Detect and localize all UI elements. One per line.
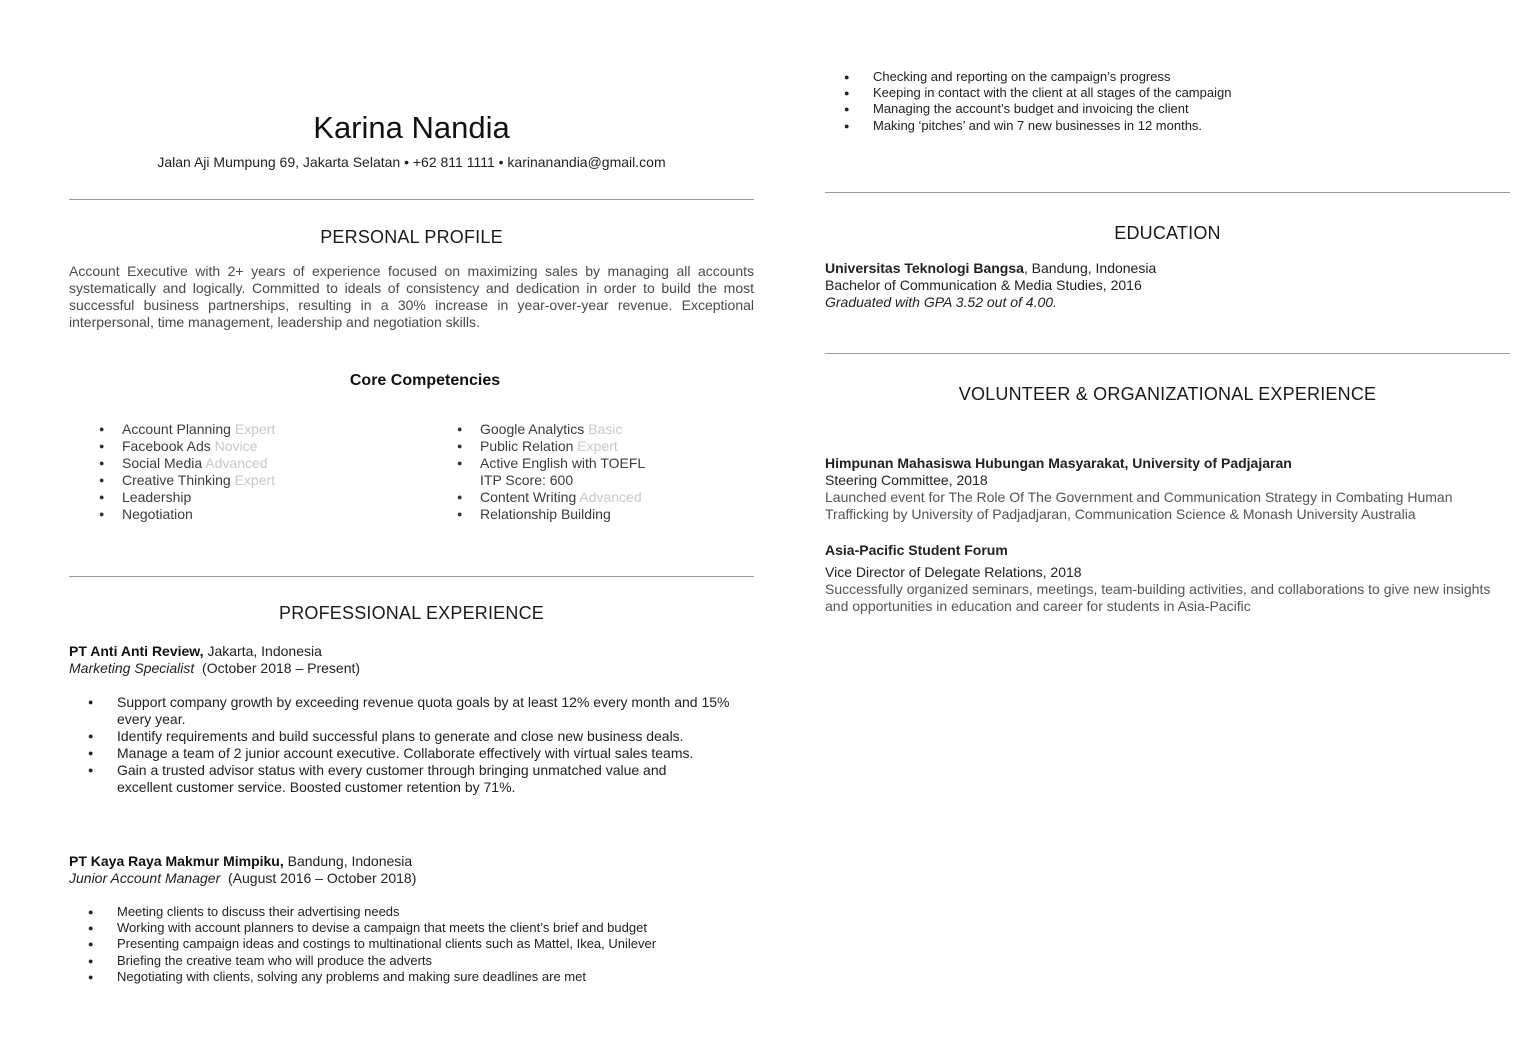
competency-item: ● Negotiation (99, 506, 275, 523)
divider (69, 576, 754, 577)
candidate-name: Karina Nandia (313, 110, 510, 145)
bullet-item: ● Identify requirements and build successful plans to generate and close new business deals. (69, 728, 754, 745)
section-title-profile: PERSONAL PROFILE (320, 227, 503, 247)
competency-item: ● Social Media Advanced (99, 455, 275, 472)
skill-level: Expert (577, 438, 618, 454)
school-name: Universitas Teknologi Bangsa (825, 260, 1024, 276)
competency-item: ● Public Relation Expert (457, 438, 657, 455)
company-name: PT Kaya Raya Makmur Mimpiku, (69, 853, 284, 869)
competency-item: ● Account Planning Expert (99, 421, 275, 438)
divider (69, 199, 754, 200)
job-role: Junior Account Manager (69, 870, 221, 886)
bullet-item: ● Making ‘pitches’ and win 7 new businesses in 12 months. (825, 118, 1510, 134)
section-title-volunteer: VOLUNTEER & ORGANIZATIONAL EXPERIENCE (958, 384, 1377, 404)
job-bullets-continued (825, 69, 1510, 134)
bullet-item: ● Gain a trusted advisor status with every customer through bringing unmatched value and excellent customer service. Boosted customer retention by 71%. (69, 762, 754, 796)
job-bullets (69, 694, 754, 796)
bullet-item: ● Manage a team of 2 junior account executive. Collaborate effectively with virtual sales teams. (69, 745, 754, 762)
job-header (69, 853, 416, 887)
competency-item: ● Relationship Building (457, 506, 657, 523)
divider (825, 353, 1510, 354)
company-location: Jakarta, Indonesia (203, 643, 322, 659)
competencies-list-left (99, 421, 275, 523)
skill-level: Basic (588, 421, 623, 437)
job-period: (August 2016 – October 2018) (220, 870, 417, 886)
bullet-item: ● Meeting clients to discuss their advertising needs (69, 904, 754, 920)
bullet-item: ● Briefing the creative team who will produce the adverts (69, 953, 754, 969)
competencies-list-right (457, 421, 657, 523)
skill-level: Novice (214, 438, 258, 454)
section-title-experience: PROFESSIONAL EXPERIENCE (278, 603, 544, 623)
bullet-item: ● Presenting campaign ideas and costings to multinational clients such as Mattel, Ikea, Unilever (69, 936, 754, 952)
org-role: Vice Director of Delegate Relations, 2018 (825, 564, 1082, 580)
contact-info: Jalan Aji Mumpung 69, Jakarta Selatan • +62 811 1111 • karinanandia@gmail.com (157, 154, 666, 170)
org-description: Launched event for The Role Of The Government and Communication Strategy in Combating Human Trafficking by University of Padjadjaran, Communication Science & Monash University Australia (825, 489, 1453, 522)
bullet-item: ● Negotiating with clients, solving any problems and making sure deadlines are met (69, 969, 754, 985)
competency-item: ● Facebook Ads Novice (99, 438, 275, 455)
org-name: Himpunan Mahasiswa Hubungan Masyarakat, University of Padjajaran (825, 455, 1292, 471)
bullet-item: ● Managing the account’s budget and invoicing the client (825, 101, 1510, 117)
competency-item: ● Leadership (99, 489, 275, 506)
company-location: Bandung, Indonesia (283, 853, 413, 869)
gpa-note: Graduated with GPA 3.52 out of 4.00. (825, 294, 1057, 310)
competency-item: ● Active English with TOEFL ITP Score: 600 (457, 455, 657, 489)
competency-item: ● Google Analytics Basic (457, 421, 657, 438)
school-location: , Bandung, Indonesia (1023, 260, 1157, 276)
bullet-item: ● Keeping in contact with the client at all stages of the campaign (825, 85, 1510, 101)
education-entry (825, 260, 1156, 311)
company-name: PT Anti Anti Review, (69, 643, 204, 659)
bullet-item: ● Support company growth by exceeding revenue quota goals by at least 12% every month and 15% every year. (69, 694, 754, 728)
volunteer-entry (825, 455, 1510, 523)
competency-item: ● Creative Thinking Expert (99, 472, 275, 489)
section-title-education: EDUCATION (1114, 223, 1221, 243)
profile-text: Account Executive with 2+ years of experience focused on maximizing sales by managing all accounts systematically and logically. Committed to ideals of consistency and dedication in order to build the most successful business partnerships, resulting in a 30% increase in year-over-year revenue. Exceptional interpersonal, time management, leadership and negotiation skills. (69, 263, 754, 330)
degree: Bachelor of Communication & Media Studies, 2016 (825, 277, 1142, 293)
job-period: (October 2018 – Present) (194, 660, 361, 676)
job-header (69, 643, 360, 677)
org-description: Successfully organized seminars, meetings, team-building activities, and collaborations to give new insights and opportunities in education and career for students in Asia-Pacific (825, 581, 1491, 614)
skill-level: Advanced (205, 455, 268, 471)
bullet-item: ● Working with account planners to devise a campaign that meets the client’s brief and budget (69, 920, 754, 936)
skill-level: Expert (234, 421, 276, 437)
competency-item: ● Content Writing Advanced (457, 489, 657, 506)
bullet-item: ● Checking and reporting on the campaign’s progress (825, 69, 1510, 85)
skill-level: Advanced (579, 489, 642, 505)
org-role: Steering Committee, 2018 (825, 472, 988, 488)
skill-level: Expert (234, 472, 276, 488)
job-bullets (69, 904, 754, 985)
org-name: Asia-Pacific Student Forum (825, 542, 1008, 558)
divider (825, 192, 1510, 193)
competencies-title: Core Competencies (349, 372, 501, 389)
volunteer-entry (825, 542, 1510, 615)
job-role: Marketing Specialist (69, 660, 195, 676)
